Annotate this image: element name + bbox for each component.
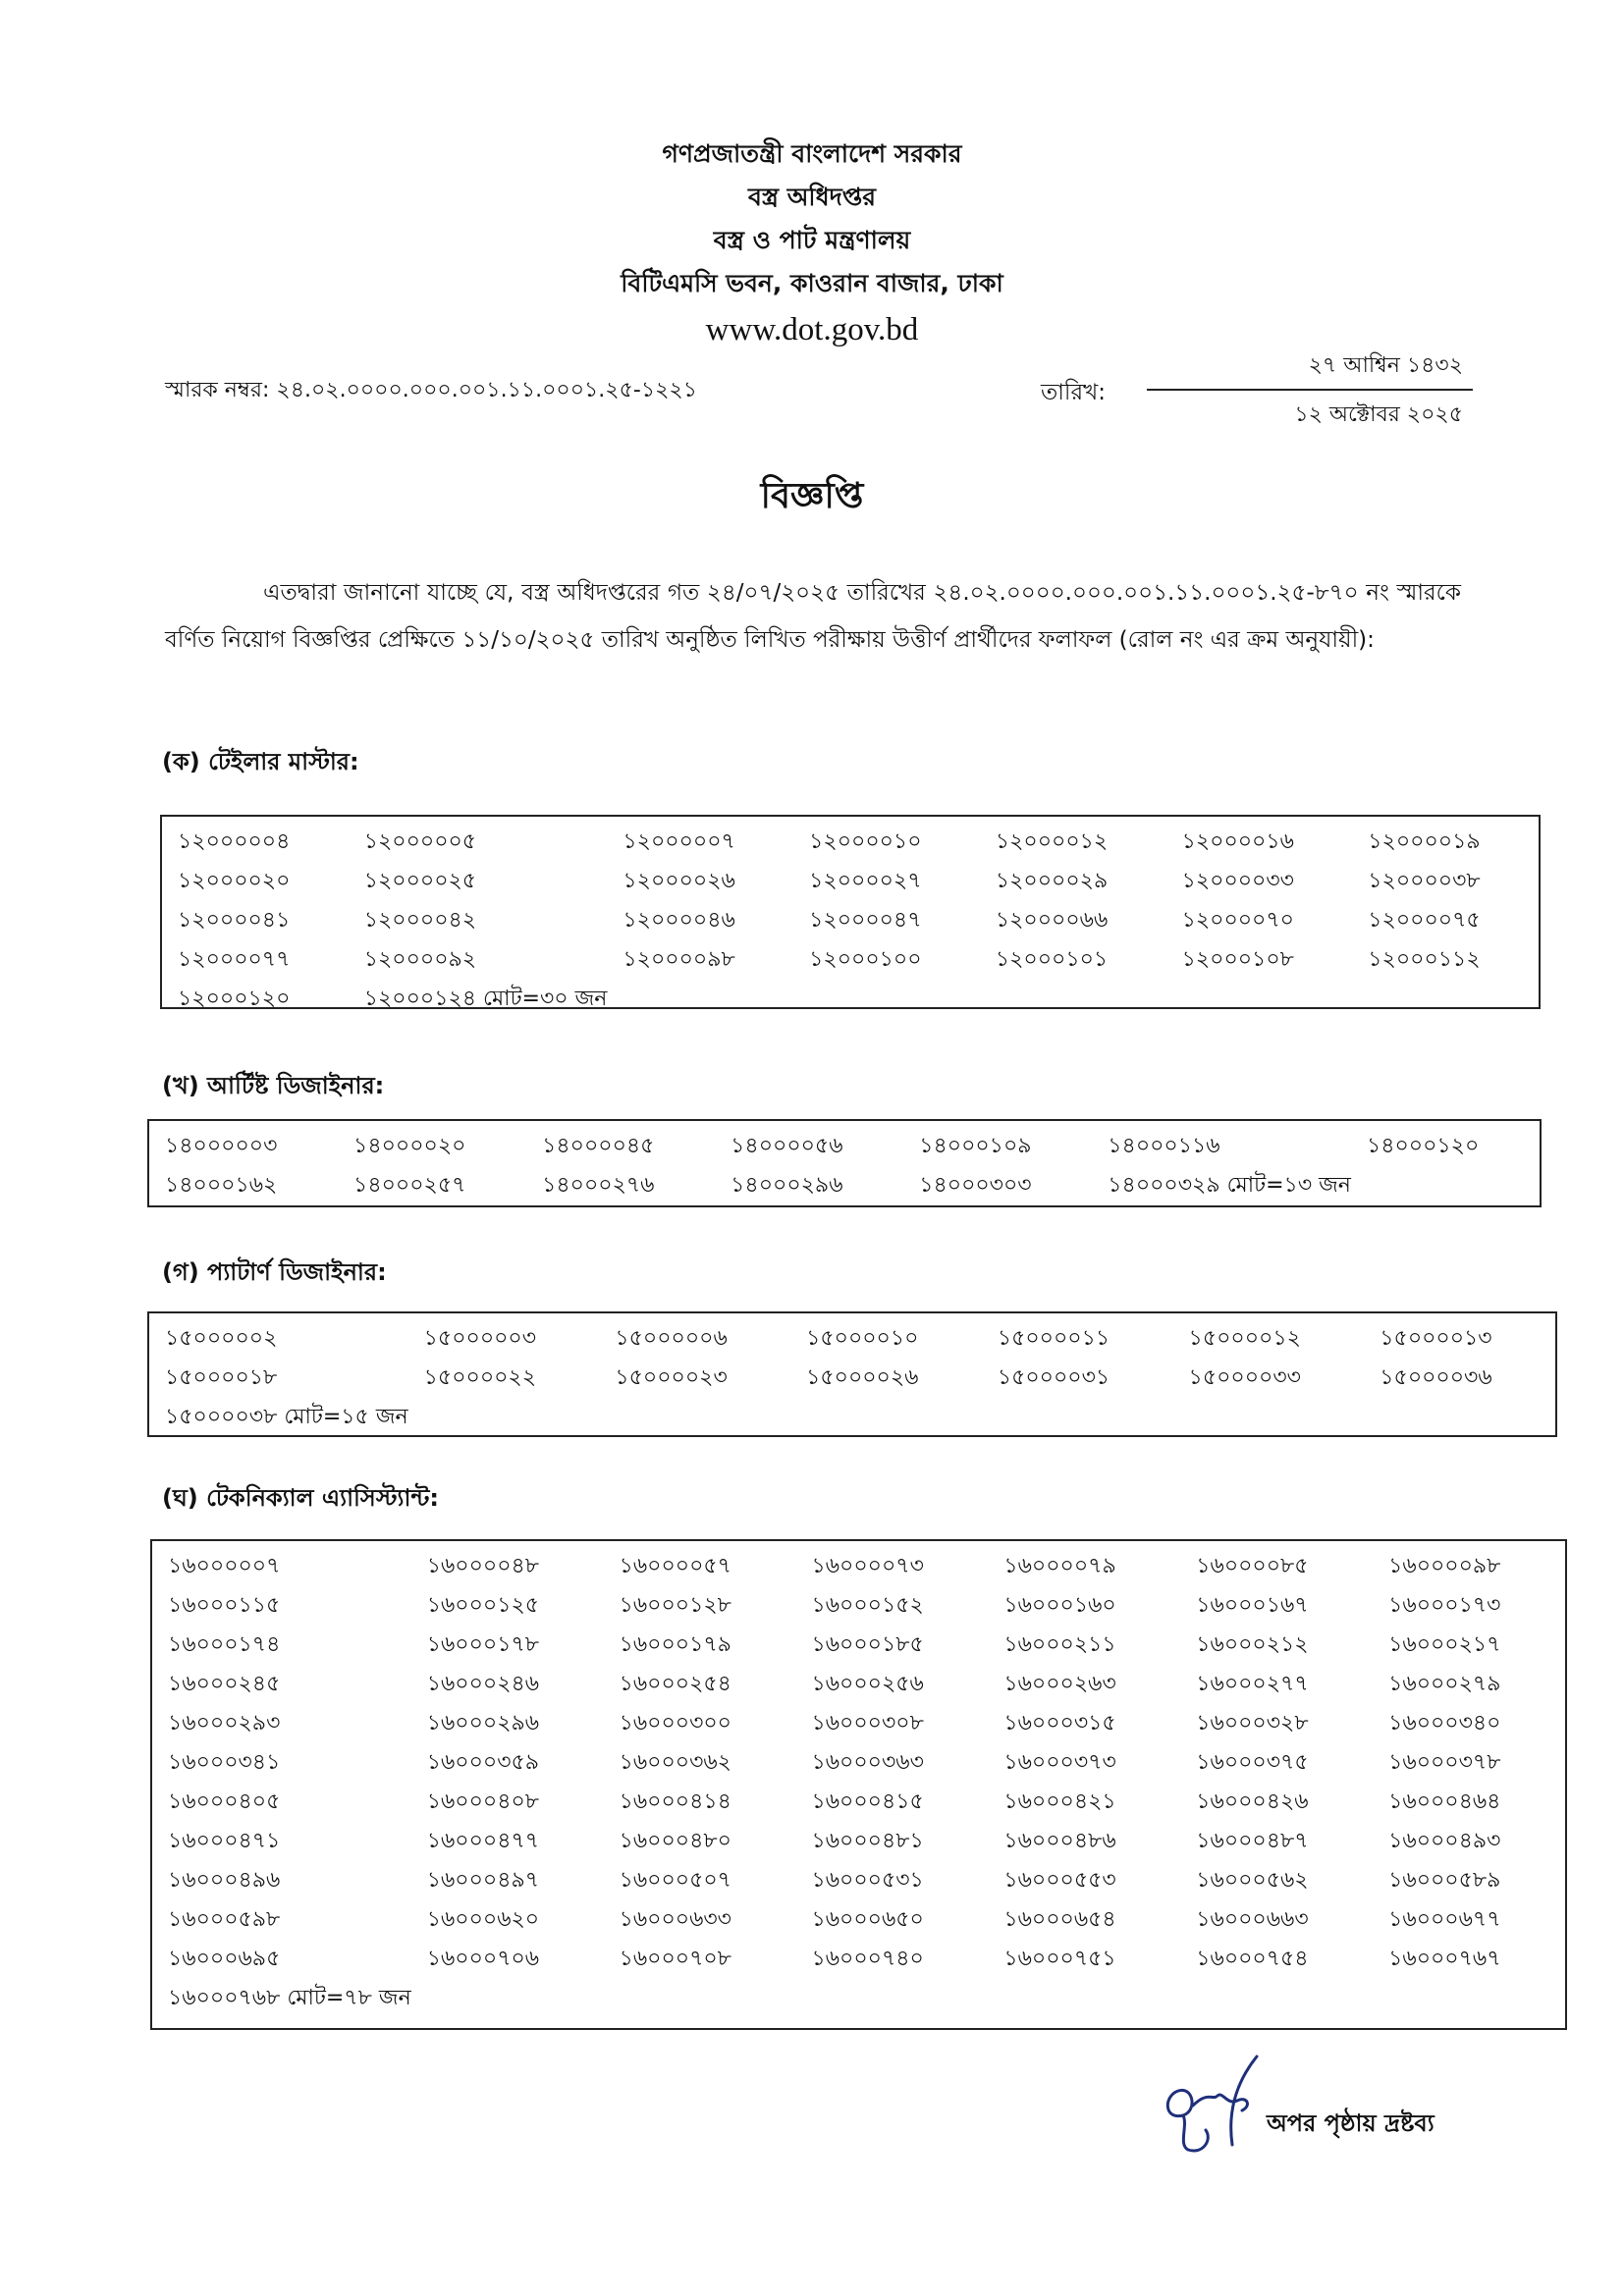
roll-grid [162,823,1539,1019]
roll-number: ১৬০০০৬৬৩ [1196,1907,1309,1932]
roll-number: ১৬০০০৩৪০ [1388,1711,1501,1735]
roll-number: ১২০০০০০৭ [623,829,735,854]
roll-number: ১৬০০০৭৫৪ [1196,1947,1309,1971]
roll-number: ১৬০০০১৭৪ [168,1632,281,1657]
roll-number: ১৬০০০৪২৬ [1196,1789,1309,1814]
roll-number: ১৫০০০০১১ [997,1326,1110,1351]
roll-number: ১৬০০০২১১ [1003,1632,1116,1657]
notice-paragraph [165,569,1461,664]
roll-number: ১৬০০০৪৬৪ [1388,1789,1501,1814]
roll-number: ১৫০০০০৩৩ [1188,1365,1301,1390]
roll-number: ১৬০০০৫৩১ [811,1868,924,1893]
roll-number: ১৬০০০৩১৫ [1003,1711,1116,1735]
roll-number: ১৪০০০৩০৩ [919,1173,1032,1198]
roll-number: ১৬০০০৩৪১ [168,1750,281,1775]
department-name: বস্ত্র অধিদপ্তর [747,183,877,211]
roll-number: ১৫০০০০০৬ [615,1326,728,1351]
roll-number: ১৪০০০২৫৭ [353,1173,466,1198]
date-bangla: ২৭ আশ্বিন ১৪৩২ [1308,353,1463,378]
roll-number: ১৪০০০১২০ [1366,1134,1480,1158]
date-block [1041,348,1473,437]
roll-number: ১২০০০০৬৬ [995,908,1109,933]
roll-number: ১৬০০০৩০৮ [811,1711,924,1735]
roll-number: ১৬০০০৪৯৭ [426,1868,540,1893]
roll-number: ১৬০০০৬৭৭ [1388,1907,1501,1932]
roll-number: ১৬০০০১৬০ [1003,1593,1116,1618]
roll-number: ১২০০০১২০ [178,987,291,1011]
roll-number: ১২০০০০৪৬ [623,908,735,933]
roll-number: ১৫০০০০২৩ [615,1365,728,1390]
roll-number: ১৬০০০৭৬৭ [1388,1947,1501,1971]
roll-number: ১৬০০০২১৭ [1388,1632,1501,1657]
roll-number: ১৬০০০৪৮৬ [1003,1829,1116,1853]
signature-stroke [1167,2056,1257,2151]
roll-number: ১৬০০০৩২৮ [1196,1711,1309,1735]
roll-number: ১২০০০০২৭ [809,869,922,893]
notice-paragraph-text: এতদ্বারা জানানো যাচ্ছে যে, বস্ত্র অধিদপ্তরের গত ২৪/০৭/২০২৫ তারিখের ২৪.০২.০০০০.০০০.০০১.১১.০০০১.২৫-৮৭০ নং স্মারকে বর্ণিত নিয়োগ বিজ্ঞপ্তির প্রেক্ষিতে ১১/১০/২০২৫ তারিখ অনুষ্ঠিত লিখিত পরীক্ষায় উত্তীর্ণ প্রার্থীদের ফলাফল (রোল নং এর ক্রম অনুযায়ী): [165,580,1461,653]
roll-number: ১৬০০০৭০৮ [619,1947,731,1971]
roll-number: ১৬০০০৭৬৮ মোট=৭৮ জন [168,1986,411,2010]
roll-number: ১৬০০০০৫৭ [619,1554,731,1578]
roll-number: ১৬০০০১২৫ [426,1593,540,1618]
roll-number: ১৪০০০০০৩ [165,1134,278,1158]
roll-number: ১৬০০০৩৭৫ [1196,1750,1309,1775]
roll-grid [149,1127,1540,1205]
roll-number: ১৬০০০২৪৬ [426,1672,540,1696]
roll-number: ১৬০০০৩৬৩ [811,1750,924,1775]
roll-number: ১২০০০০২৫ [363,869,477,893]
roll-table-technical-assistant [150,1539,1567,2030]
roll-number: ১৬০০০২৬৩ [1003,1672,1116,1696]
roll-number: ১৬০০০৪৮০ [619,1829,731,1853]
roll-number: ১৫০০০০৩৮ মোট=১৫ জন [165,1405,408,1429]
roll-number: ১৬০০০১৭৯ [619,1632,731,1657]
roll-number: ১২০০০০৭৭ [178,947,291,972]
website-link[interactable]: www.dot.gov.bd [705,312,919,347]
office-header [0,133,1624,354]
roll-number: ১৫০০০০২২ [423,1365,537,1390]
roll-number: ১৬০০০৪৭৭ [426,1829,540,1853]
roll-number: ১২০০০০১২ [995,829,1109,854]
roll-number: ১৬০০০৪৮১ [811,1829,924,1853]
roll-number: ১৬০০০৪৯৬ [168,1868,281,1893]
roll-number: ১৫০০০০২৬ [806,1365,919,1390]
roll-number: ১৪০০০০২০ [353,1134,466,1158]
roll-number: ১৬০০০৫০৭ [619,1868,731,1893]
roll-grid [149,1319,1555,1437]
roll-number: ১২০০০০১০ [809,829,922,854]
roll-number: ১২০০০১২৪ মোট=৩০ জন [363,987,608,1011]
roll-number: ১৬০০০২৫৪ [619,1672,731,1696]
roll-number: ১২০০০০৩৮ [1368,869,1481,893]
roll-number: ১২০০০০০৫ [363,829,477,854]
date-gregorian: ১২ অক্টোবর ২০২৫ [1294,402,1463,427]
government-name: গণপ্রজাতন্ত্রী বাংলাদেশ সরকার [662,139,962,168]
roll-number: ১৬০০০৪৯৩ [1388,1829,1501,1853]
roll-table-artist-designer [147,1119,1542,1207]
roll-number: ১৬০০০২১২ [1196,1632,1309,1657]
roll-number: ১৬০০০১২৮ [619,1593,731,1618]
roll-number: ১৬০০০২৭৭ [1196,1672,1309,1696]
roll-number: ১৫০০০০১০ [806,1326,919,1351]
roll-number: ১২০০০০২০ [178,869,291,893]
roll-number: ১৬০০০২৫৬ [811,1672,924,1696]
roll-table-pattern-designer [147,1311,1557,1437]
roll-number: ১৪০০০০৫৬ [731,1134,843,1158]
roll-number: ১৬০০০৪১৫ [811,1789,924,1814]
roll-number: ১২০০০০৯২ [363,947,477,972]
roll-number: ১৬০০০৭৪০ [811,1947,924,1971]
roll-table-tailor-master [160,815,1541,1009]
roll-number: ১২০০০০৭৫ [1368,908,1481,933]
roll-number: ১৪০০০১১৬ [1108,1134,1220,1158]
roll-number: ১৬০০০৩০০ [619,1711,731,1735]
roll-number: ১২০০০০০৪ [178,829,291,854]
roll-number: ১৬০০০৬৫৪ [1003,1907,1116,1932]
roll-number: ১৬০০০১৭৩ [1388,1593,1501,1618]
roll-number: ১৬০০০৫৬২ [1196,1868,1309,1893]
roll-number: ১৪০০০১৬২ [165,1173,278,1198]
section-heading-artist-designer: (খ) আর্টিষ্ট ডিজাইনার: [162,1072,385,1099]
signature-icon [1159,2052,1276,2160]
roll-number: ১৬০০০৪১৪ [619,1789,731,1814]
roll-number: ১৬০০০৬৯৫ [168,1947,281,1971]
ministry-name: বস্ত্র ও পাট মন্ত্রণালয় [713,226,911,254]
notice-title: বিজ্ঞপ্তি [760,476,864,516]
roll-number: ১৬০০০৭৫১ [1003,1947,1116,1971]
roll-number: ১৬০০০৪২১ [1003,1789,1116,1814]
roll-number: ১৪০০০২৯৬ [731,1173,843,1198]
roll-number: ১৬০০০০৯৮ [1388,1554,1501,1578]
memo-number: স্মারক নম্বর: ২৪.০২.০০০০.০০০.০০১.১১.০০০১.২৫-১২২১ [165,378,697,402]
section-heading-tailor-master: (ক) টেইলার মাস্টার: [162,748,359,775]
roll-number: ১৬০০০৩৬২ [619,1750,731,1775]
roll-number: ১২০০০০১৯ [1368,829,1481,854]
roll-number: ১৪০০০৩২৯ মোট=১৩ জন [1108,1173,1351,1198]
roll-number: ১৬০০০১১৫ [168,1593,281,1618]
roll-number: ১২০০০১০৮ [1181,947,1294,972]
roll-number: ১৪০০০০৪৫ [542,1134,655,1158]
roll-number: ১২০০০০২৯ [995,869,1109,893]
roll-number: ১২০০০০১৬ [1181,829,1294,854]
roll-number: ১৫০০০০১৮ [165,1365,278,1390]
date-divider [1147,389,1473,391]
roll-number: ১৬০০০২৯৩ [168,1711,281,1735]
roll-number: ১৬০০০০৭৩ [811,1554,924,1578]
roll-number: ১২০০০০২৬ [623,869,735,893]
roll-number: ১৬০০০৪৮৭ [1196,1829,1309,1853]
roll-number: ১২০০০১১২ [1368,947,1481,972]
roll-number: ১৬০০০৫৫৩ [1003,1868,1116,1893]
roll-number: ১২০০০০৪৭ [809,908,922,933]
roll-number: ১৬০০০১৫২ [811,1593,924,1618]
roll-number: ১৬০০০৪০৮ [426,1789,540,1814]
roll-number: ১২০০০০৪২ [363,908,477,933]
roll-number: ১৬০০০৬৩৩ [619,1907,731,1932]
roll-number: ১৬০০০২৭৯ [1388,1672,1501,1696]
date-label: তারিখ: [1041,380,1107,405]
roll-number: ১৬০০০১৭৮ [426,1632,540,1657]
office-address: বিটিএমসি ভবন, কাওরান বাজার, ঢাকা [621,269,1003,297]
roll-number: ১৬০০০৪৭১ [168,1829,281,1853]
roll-number: ১৬০০০৩৭৮ [1388,1750,1501,1775]
roll-number: ১৬০০০০৮৫ [1196,1554,1309,1578]
section-heading-technical-assistant: (ঘ) টেকনিক্যাল এ্যাসিস্ট্যান্ট: [162,1484,439,1512]
roll-number: ১৬০০০৩৭৩ [1003,1750,1116,1775]
roll-number: ১৬০০০১৮৫ [811,1632,924,1657]
roll-number: ১৬০০০০৭৯ [1003,1554,1116,1578]
roll-number: ১৬০০০০০৭ [168,1554,281,1578]
roll-number: ১৫০০০০১২ [1188,1326,1301,1351]
roll-number: ১৬০০০৩৫৯ [426,1750,540,1775]
continued-on-next-page: অপর পৃষ্ঠায় দ্রষ্টব্য [1267,2109,1435,2137]
roll-number: ১৬০০০৬২০ [426,1907,540,1932]
roll-number: ১৬০০০৪০৫ [168,1789,281,1814]
roll-number: ১৬০০০৭০৬ [426,1947,540,1971]
roll-grid [152,1547,1565,2018]
roll-number: ১৬০০০৫৮৯ [1388,1868,1501,1893]
roll-number: ১৫০০০০০২ [165,1326,278,1351]
roll-number: ১৫০০০০৩১ [997,1365,1110,1390]
roll-number: ১২০০০১০০ [809,947,922,972]
roll-number: ১৬০০০২৪৫ [168,1672,281,1696]
roll-number: ১২০০০০৭০ [1181,908,1294,933]
section-heading-pattern-designer: (গ) প্যাটার্ণ ডিজাইনার: [162,1258,387,1286]
roll-number: ১৪০০০১০৯ [919,1134,1032,1158]
roll-number: ১৫০০০০১৩ [1380,1326,1492,1351]
roll-number: ১২০০০০৩৩ [1181,869,1294,893]
roll-number: ১৬০০০২৯৬ [426,1711,540,1735]
roll-number: ১২০০০০৪১ [178,908,291,933]
roll-number: ১৬০০০৬৫০ [811,1907,924,1932]
roll-number: ১২০০০১০১ [995,947,1109,972]
roll-number: ১৬০০০৫৯৮ [168,1907,281,1932]
roll-number: ১৬০০০০৪৮ [426,1554,540,1578]
roll-number: ১৪০০০২৭৬ [542,1173,655,1198]
roll-number: ১৫০০০০০৩ [423,1326,537,1351]
roll-number: ১৬০০০১৬৭ [1196,1593,1309,1618]
roll-number: ১২০০০০৯৮ [623,947,735,972]
roll-number: ১৫০০০০৩৬ [1380,1365,1492,1390]
